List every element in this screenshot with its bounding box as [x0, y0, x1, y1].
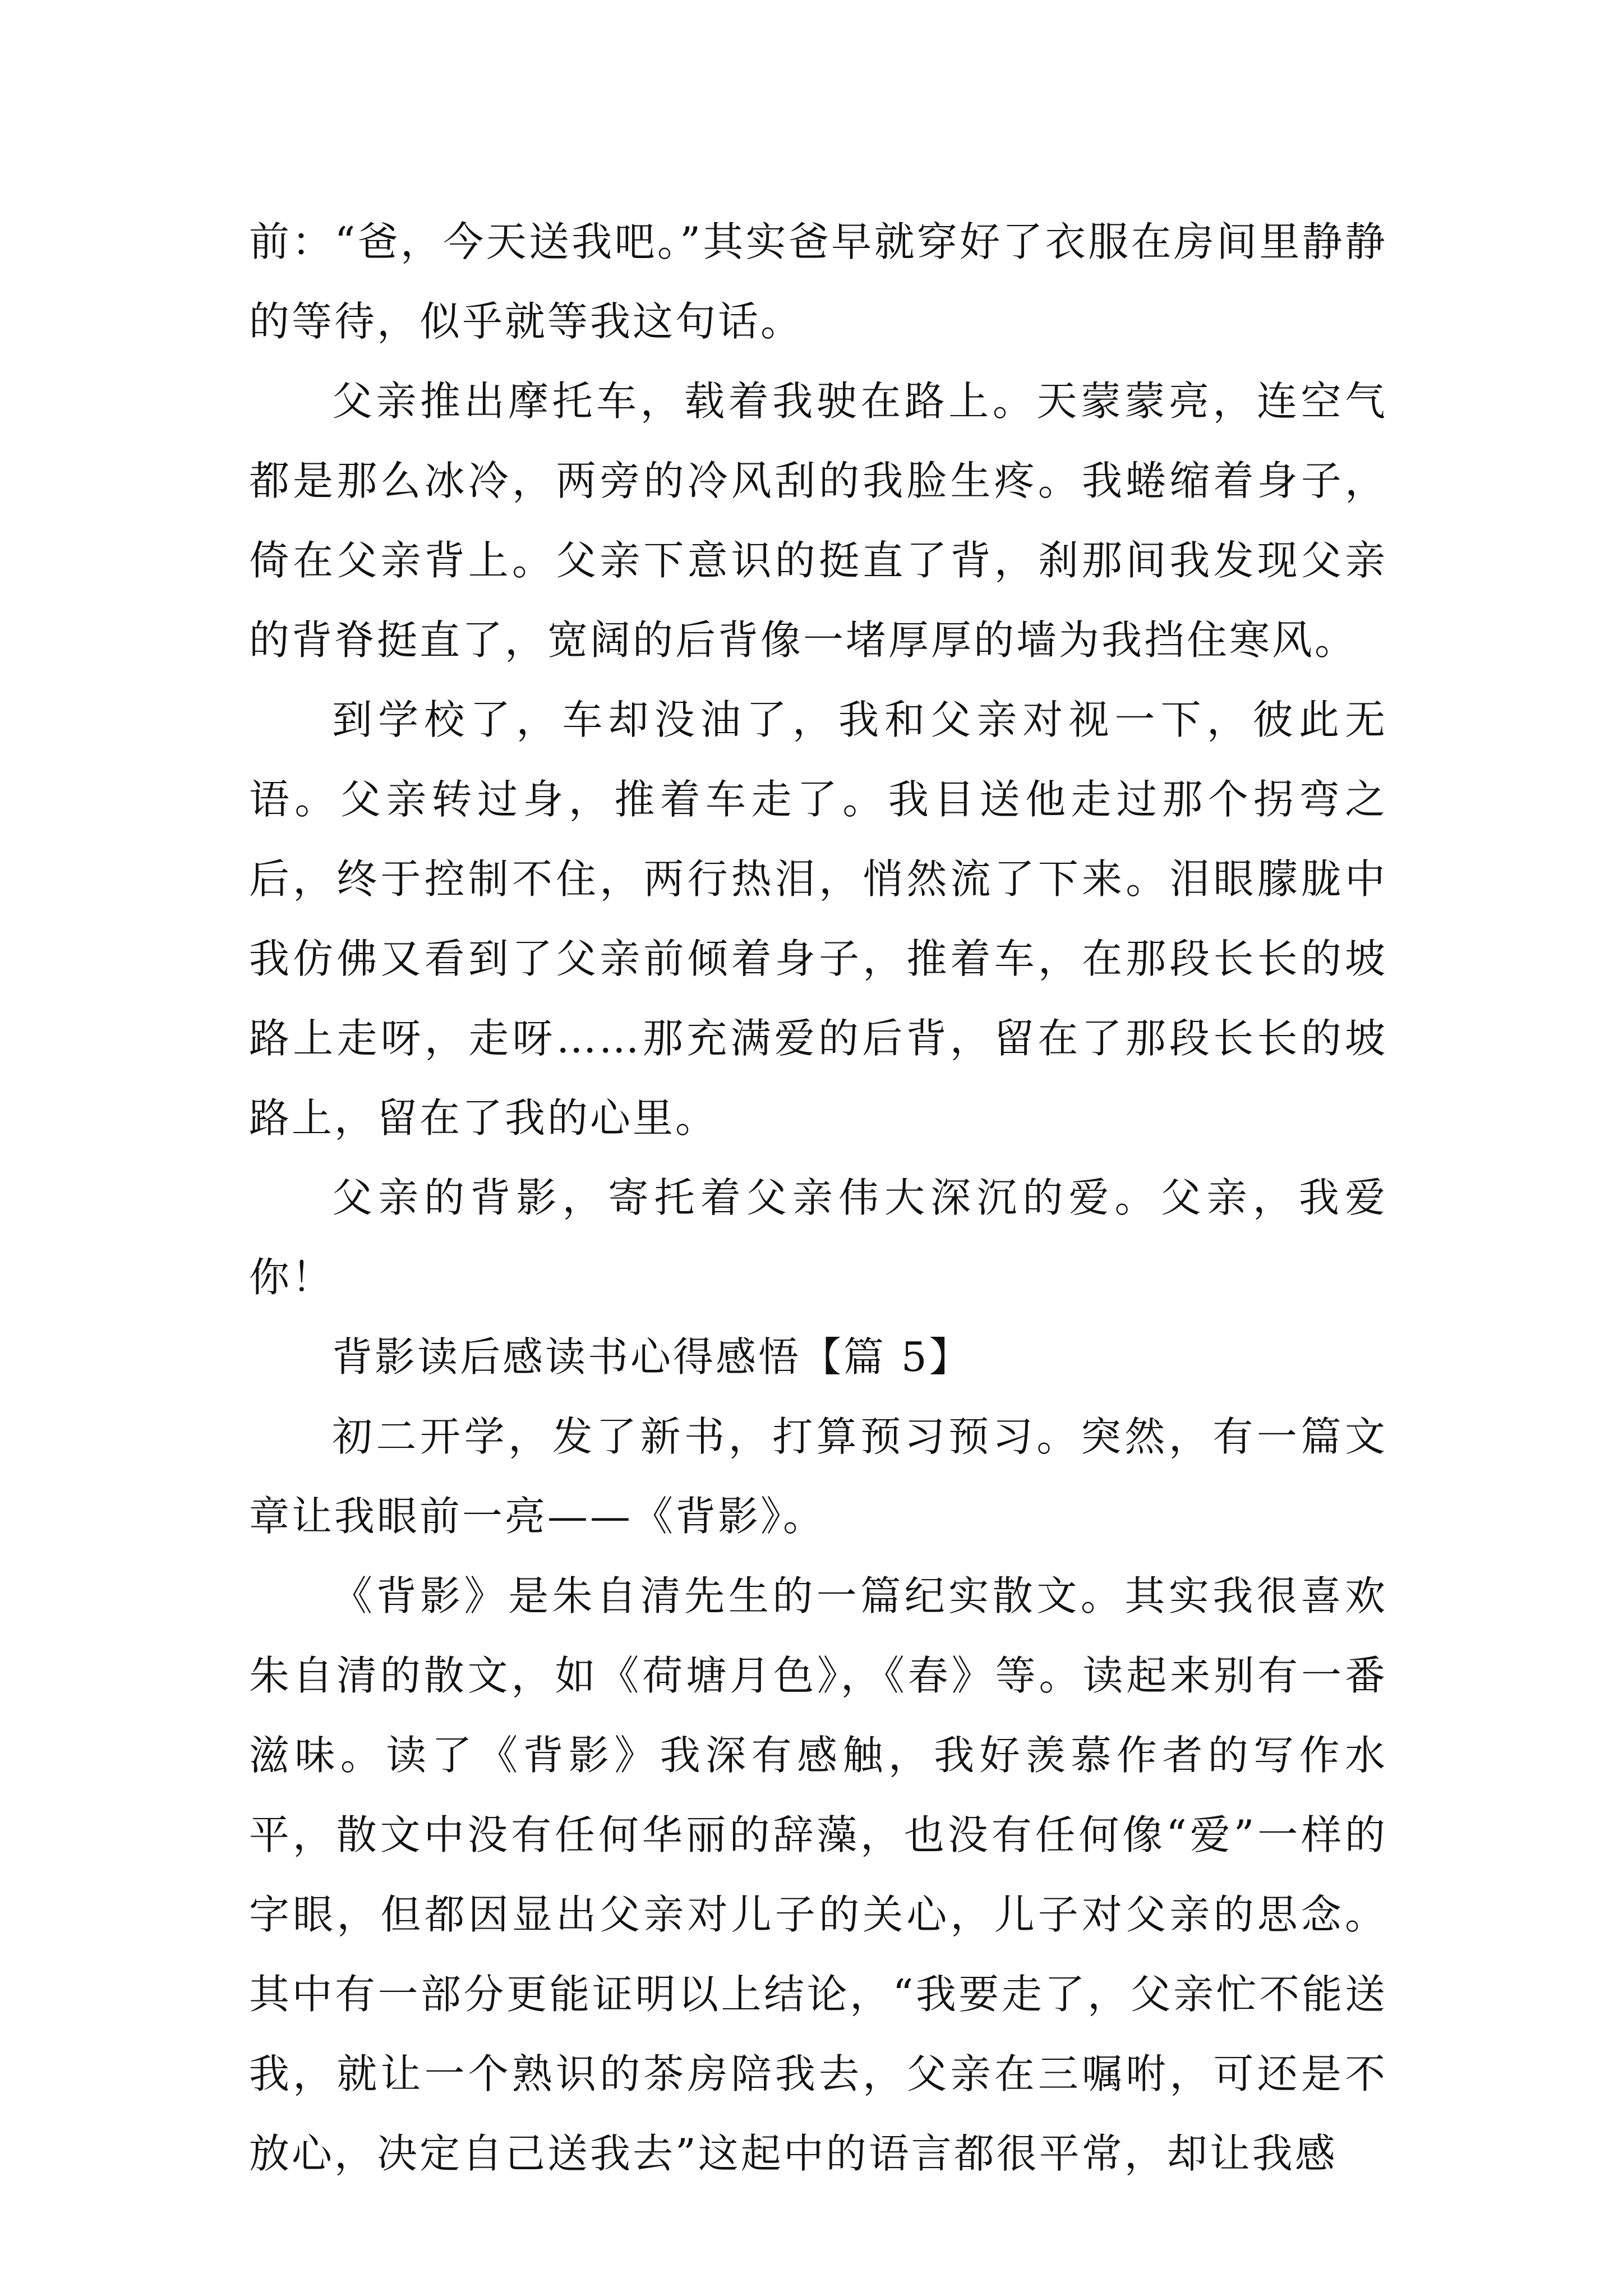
paragraph-2: 父亲推出摩托车，载着我驶在路上。天蒙蒙亮，连空气都是那么冰冷，两旁的冷风刮的我脸生疼。我蜷缩着身子，倚在父亲背上。父亲下意识的挺直了背，刹那间我发现父亲的背脊挺直了，宽阔的后背像一堵厚厚的墙为我挡住寒风。	[249, 378, 1387, 664]
paragraph-1: 前：“爸，今天送我吧。”其实爸早就穿好了衣服在房间里静静的等待，似乎就等我这句话。	[249, 218, 1387, 345]
paragraph-5: 初二开学，发了新书，打算预习预习。突然，有一篇文章让我眼前一亮——《背影》。	[249, 1413, 1387, 1540]
paragraph-4: 父亲的背影，寄托着父亲伟大深沉的爱。父亲，我爱你！	[249, 1174, 1387, 1301]
document-body	[249, 202, 1387, 2193]
section-heading: 背影读后感读书心得感悟【篇 5】	[332, 1333, 972, 1381]
paragraph-3: 到学校了，车却没油了，我和父亲对视一下，彼此无语。父亲转过身，推着车走了。我目送他走过那个拐弯之后，终于控制不住，两行热泪，悄然流了下来。泪眼朦胧中我仿佛又看到了父亲前倾着身子，推着车，在那段长长的坡路上走呀，走呀……那充满爱的后背，留在了那段长长的坡路上，留在了我的心里。	[249, 696, 1387, 1142]
paragraph-6: 《背影》是朱自清先生的一篇纪实散文。其实我很喜欢朱自清的散文，如《荷塘月色》，《春》等。读起来别有一番滋味。读了《背影》我深有感触，我好羡慕作者的写作水平，散文中没有任何华丽的辞藻，也没有任何像“爱”一样的字眼，但都因显出父亲对儿子的关心，儿子对父亲的思念。其中有一部分更能证明以上结论，“我要走了，父亲忙不能送我，就让一个熟识的茶房陪我去，父亲在三嘱咐，可还是不放心，决定自己送我去”这起中的语言都很平常，却让我感	[249, 1572, 1387, 2177]
